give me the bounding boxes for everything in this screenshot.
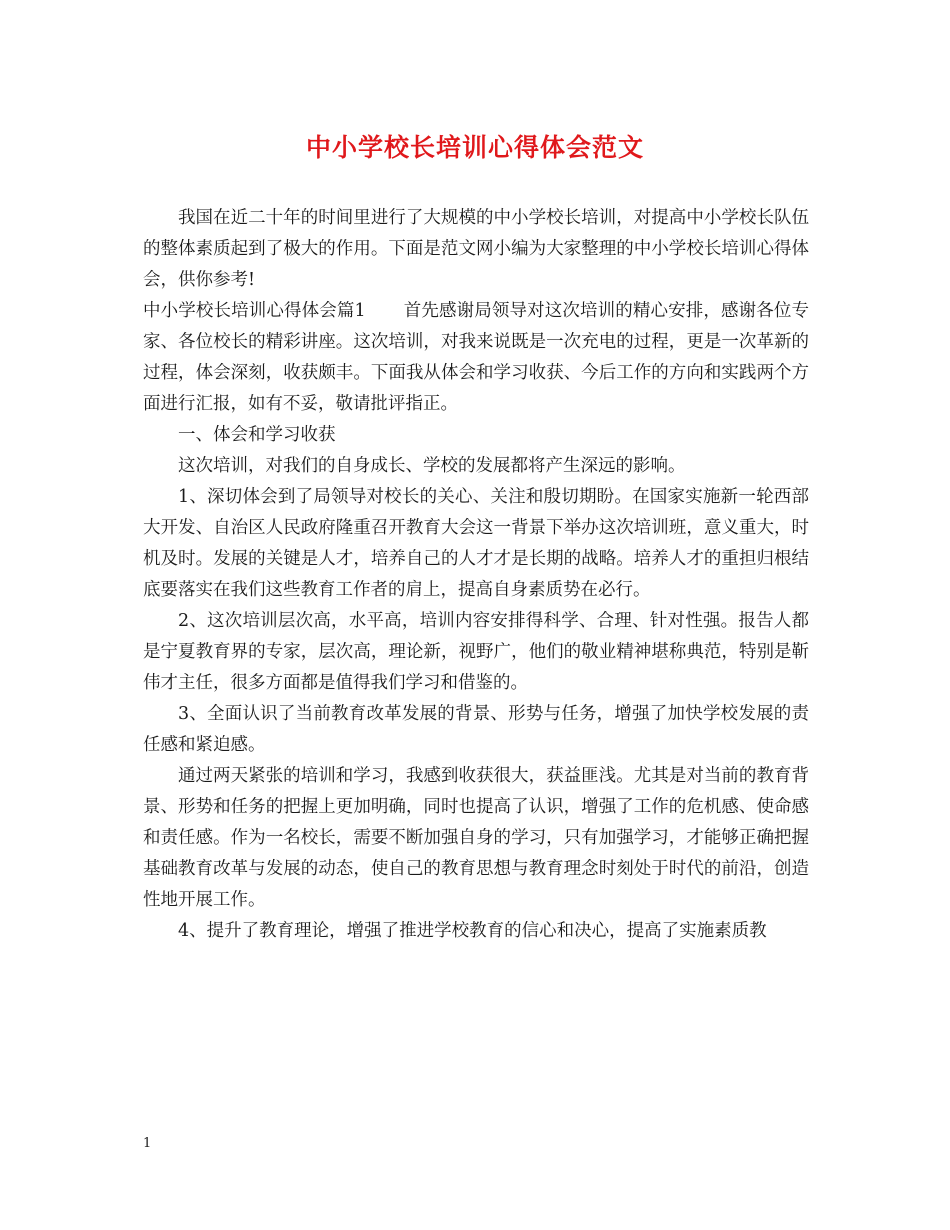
page-number: 1 [143, 1136, 152, 1151]
article-lead-text: 首先感谢局领导对这次培训的精心安排，感谢各位专家、各位校长的精彩讲座。这次培训，对我来说既是一次充电的过程，更是一次革新的过程，体会深刻，收获颇丰。下面我从体会和学习收获、今后工作的方向和实践两个方面进行汇报，如有不妥，敬请批评指正。 [143, 301, 810, 414]
paragraph-3: 2、这次培训层次高，水平高，培训内容安排得科学、合理、针对性强。报告人都是宁夏教育界的专家，层次高，理论新，视野广，他们的敬业精神堪称典范，特别是靳伟才主任，很多方面都是值得我们学习和借鉴的。 [143, 611, 809, 693]
article-heading: 中小学校长培训心得体会篇1 [143, 301, 366, 321]
document-title: 中小学校长培训心得体会范文 [305, 133, 644, 162]
paragraph-2: 1、深切体会到了局领导对校长的关心、关注和殷切期盼。在国家实施新一轮西部大开发、自治区人民政府隆重召开教育大会这一背景下举办这次培训班，意义重大，时机及时。发展的关键是人才，培养自己的人才才是长期的战略。培养人才的重担归根结底要落实在我们这些教育工作者的肩上，提高自身素质势在必行。 [143, 487, 809, 600]
intro-paragraph: 我国在近二十年的时间里进行了大规模的中小学校长培训，对提高中小学校长队伍的整体素质起到了极大的作用。下面是范文网小编为大家整理的中小学校长培训心得体会，供你参考! [143, 208, 809, 290]
paragraph-1: 这次培训，对我们的自身成长、学校的发展都将产生深远的影响。 [178, 456, 686, 476]
section-one-title: 一、体会和学习收获 [178, 425, 336, 445]
paragraph-4: 3、全面认识了当前教育改革发展的背景、形势与任务，增强了加快学校发展的责任感和紧迫感。 [143, 704, 809, 755]
document-body [143, 203, 809, 947]
article-lead-paragraph [143, 296, 809, 420]
paragraph-6: 4、提升了教育理论，增强了推进学校教育的信心和决心，提高了实施素质教 [178, 921, 767, 941]
paragraph-5: 通过两天紧张的培训和学习，我感到收获很大，获益匪浅。尤其是对当前的教育背景、形势和任务的把握上更加明确，同时也提高了认识，增强了工作的危机感、使命感和责任感。作为一名校长，需要不断加强自身的学习，只有加强学习，才能够正确把握基础教育改革与发展的动态，使自己的教育思想与教育理念时刻处于时代的前沿，创造性地开展工作。 [143, 766, 809, 910]
